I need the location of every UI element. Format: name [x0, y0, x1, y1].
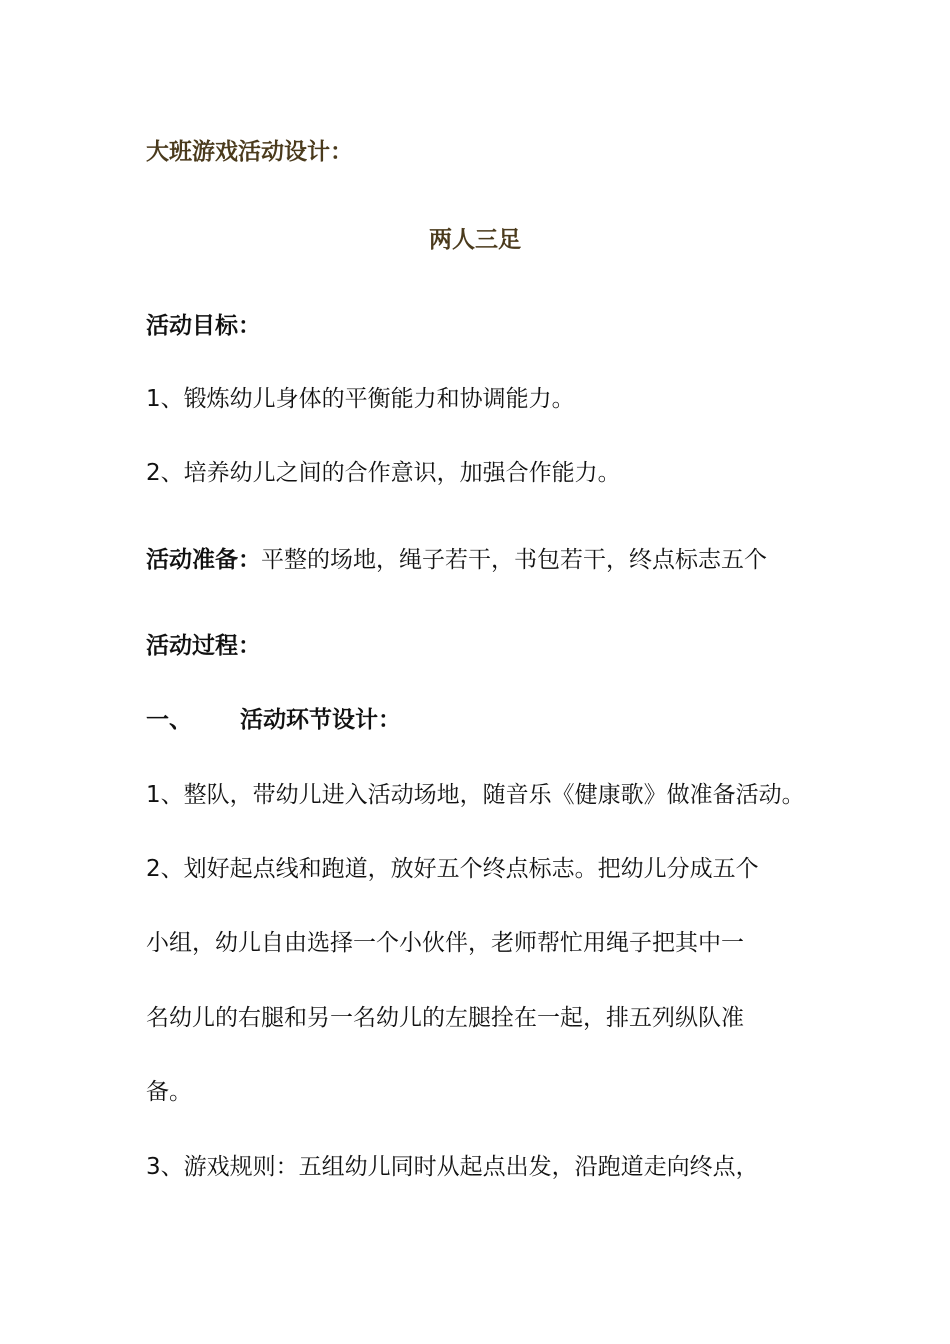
process-heading: 活动过程：	[146, 633, 261, 659]
game-name-title: 两人三足	[429, 227, 521, 253]
part-number: 一、	[146, 707, 192, 733]
step-3: 3、游戏规则：五组幼儿同时从起点出发，沿跑道走向终点，	[146, 1154, 759, 1180]
preparation-paragraph	[146, 545, 767, 575]
section-title: 大班游戏活动设计：	[146, 139, 353, 165]
step-2-line-2: 小组，幼儿自由选择一个小伙伴，老师帮忙用绳子把其中一	[146, 930, 744, 956]
goal-item-1: 1、锻炼幼儿身体的平衡能力和协调能力。	[146, 386, 575, 412]
preparation-text: 平整的场地，绳子若干，书包若干，终点标志五个	[261, 547, 767, 573]
preparation-heading: 活动准备：	[146, 547, 261, 573]
step-2-line-4: 备。	[146, 1079, 192, 1105]
step-2-line-1: 2、划好起点线和跑道，放好五个终点标志。把幼儿分成五个	[146, 856, 759, 882]
part-heading-1	[146, 705, 401, 735]
goals-heading: 活动目标：	[146, 313, 261, 339]
part-title: 活动环节设计：	[240, 707, 401, 733]
step-2-line-3: 名幼儿的右腿和另一名幼儿的左腿拴在一起，排五列纵队准	[146, 1005, 744, 1031]
step-1: 1、整队，带幼儿进入活动场地，随音乐《健康歌》做准备活动。	[146, 782, 805, 808]
goal-item-2: 2、培养幼儿之间的合作意识，加强合作能力。	[146, 460, 621, 486]
